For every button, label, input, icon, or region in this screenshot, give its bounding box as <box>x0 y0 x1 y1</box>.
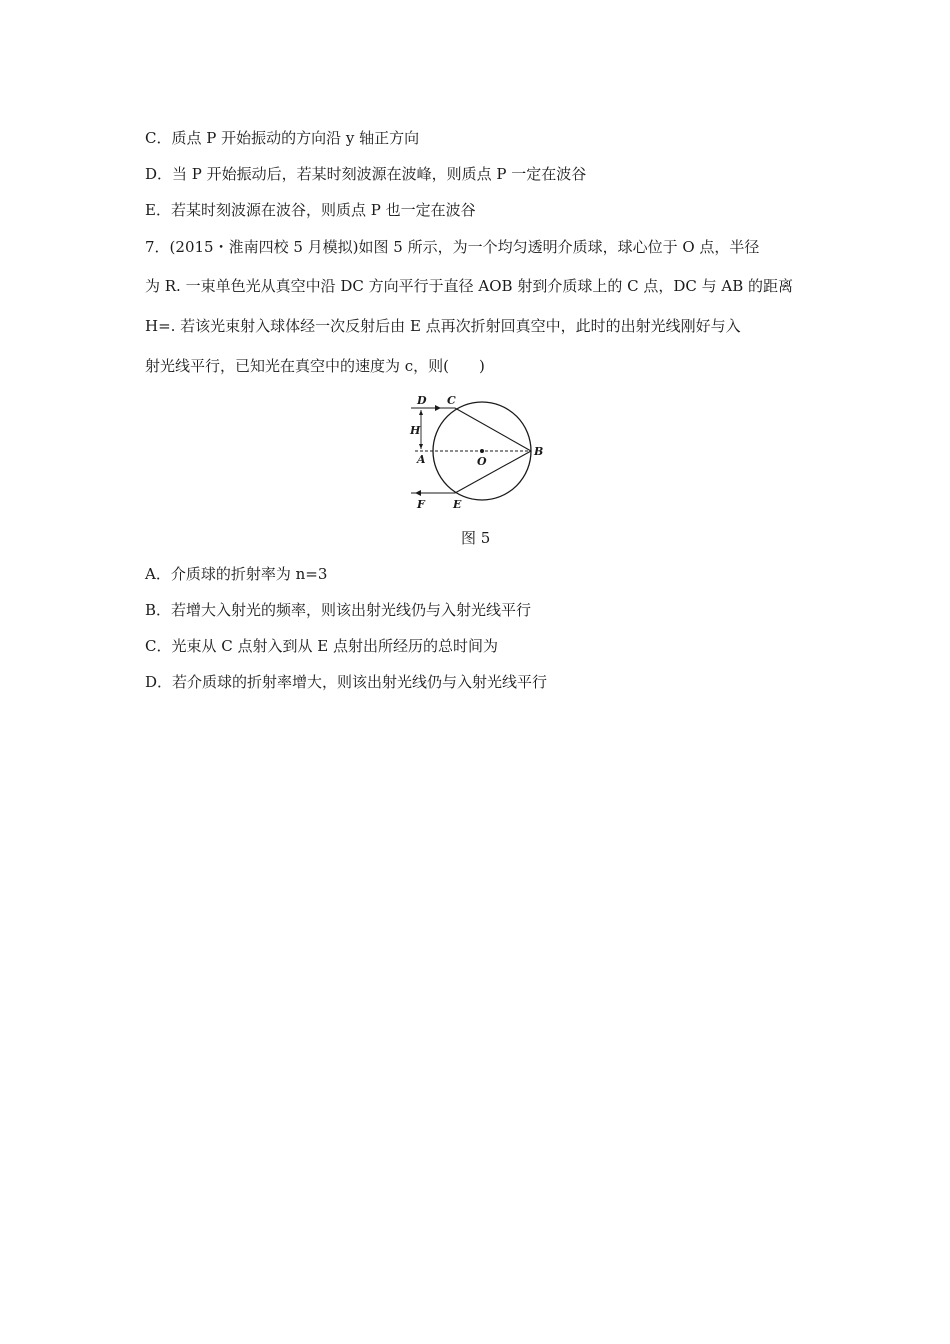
ray-dc-arrow <box>435 405 441 411</box>
label-c: C <box>447 394 456 407</box>
question-line-3: H=. 若该光束射入球体经一次反射后由 E 点再次折射回真空中，此时的出射光线刚好与入 <box>145 317 741 335</box>
prev-option-d: D．当 P 开始振动后，若某时刻波源在波峰，则质点 P 一定在波谷 <box>145 165 587 183</box>
prev-option-c: C．质点 P 开始振动的方向沿 y 轴正方向 <box>145 129 420 147</box>
optics-figure <box>405 388 555 518</box>
label-o: O <box>477 455 487 468</box>
center-dot <box>480 449 484 453</box>
label-d: D <box>417 394 427 407</box>
label-f: F <box>417 498 425 511</box>
option-b: B．若增大入射光的频率，则该出射光线仍与入射光线平行 <box>145 601 532 619</box>
question-line-2: 为 R. 一束单色光从真空中沿 DC 方向平行于直径 AOB 射到介质球上的 C 点，DC 与 AB 的距离 <box>145 277 794 295</box>
label-b: B <box>534 445 544 458</box>
option-a: A．介质球的折射率为 n=3 <box>145 565 328 583</box>
ray-ef-arrow <box>415 490 421 496</box>
option-c: C．光束从 C 点射入到从 E 点射出所经历的总时间为 <box>145 637 498 655</box>
prev-option-e: E．若某时刻波源在波谷，则质点 P 也一定在波谷 <box>145 201 476 219</box>
label-h: H <box>410 424 421 437</box>
figure-caption: 图 5 <box>461 529 491 547</box>
ray-cb <box>455 408 531 451</box>
option-d: D．若介质球的折射率增大，则该出射光线仍与入射光线平行 <box>145 673 548 691</box>
question-line-1: 7．(2015・淮南四校 5 月模拟)如图 5 所示，为一个均匀透明介质球，球心位于 O 点，半径 <box>145 238 760 256</box>
label-a: A <box>417 453 426 466</box>
label-e: E <box>453 498 462 511</box>
question-line-4: 射光线平行，已知光在真空中的速度为 c，则( ) <box>145 357 485 375</box>
ray-be <box>455 451 531 493</box>
